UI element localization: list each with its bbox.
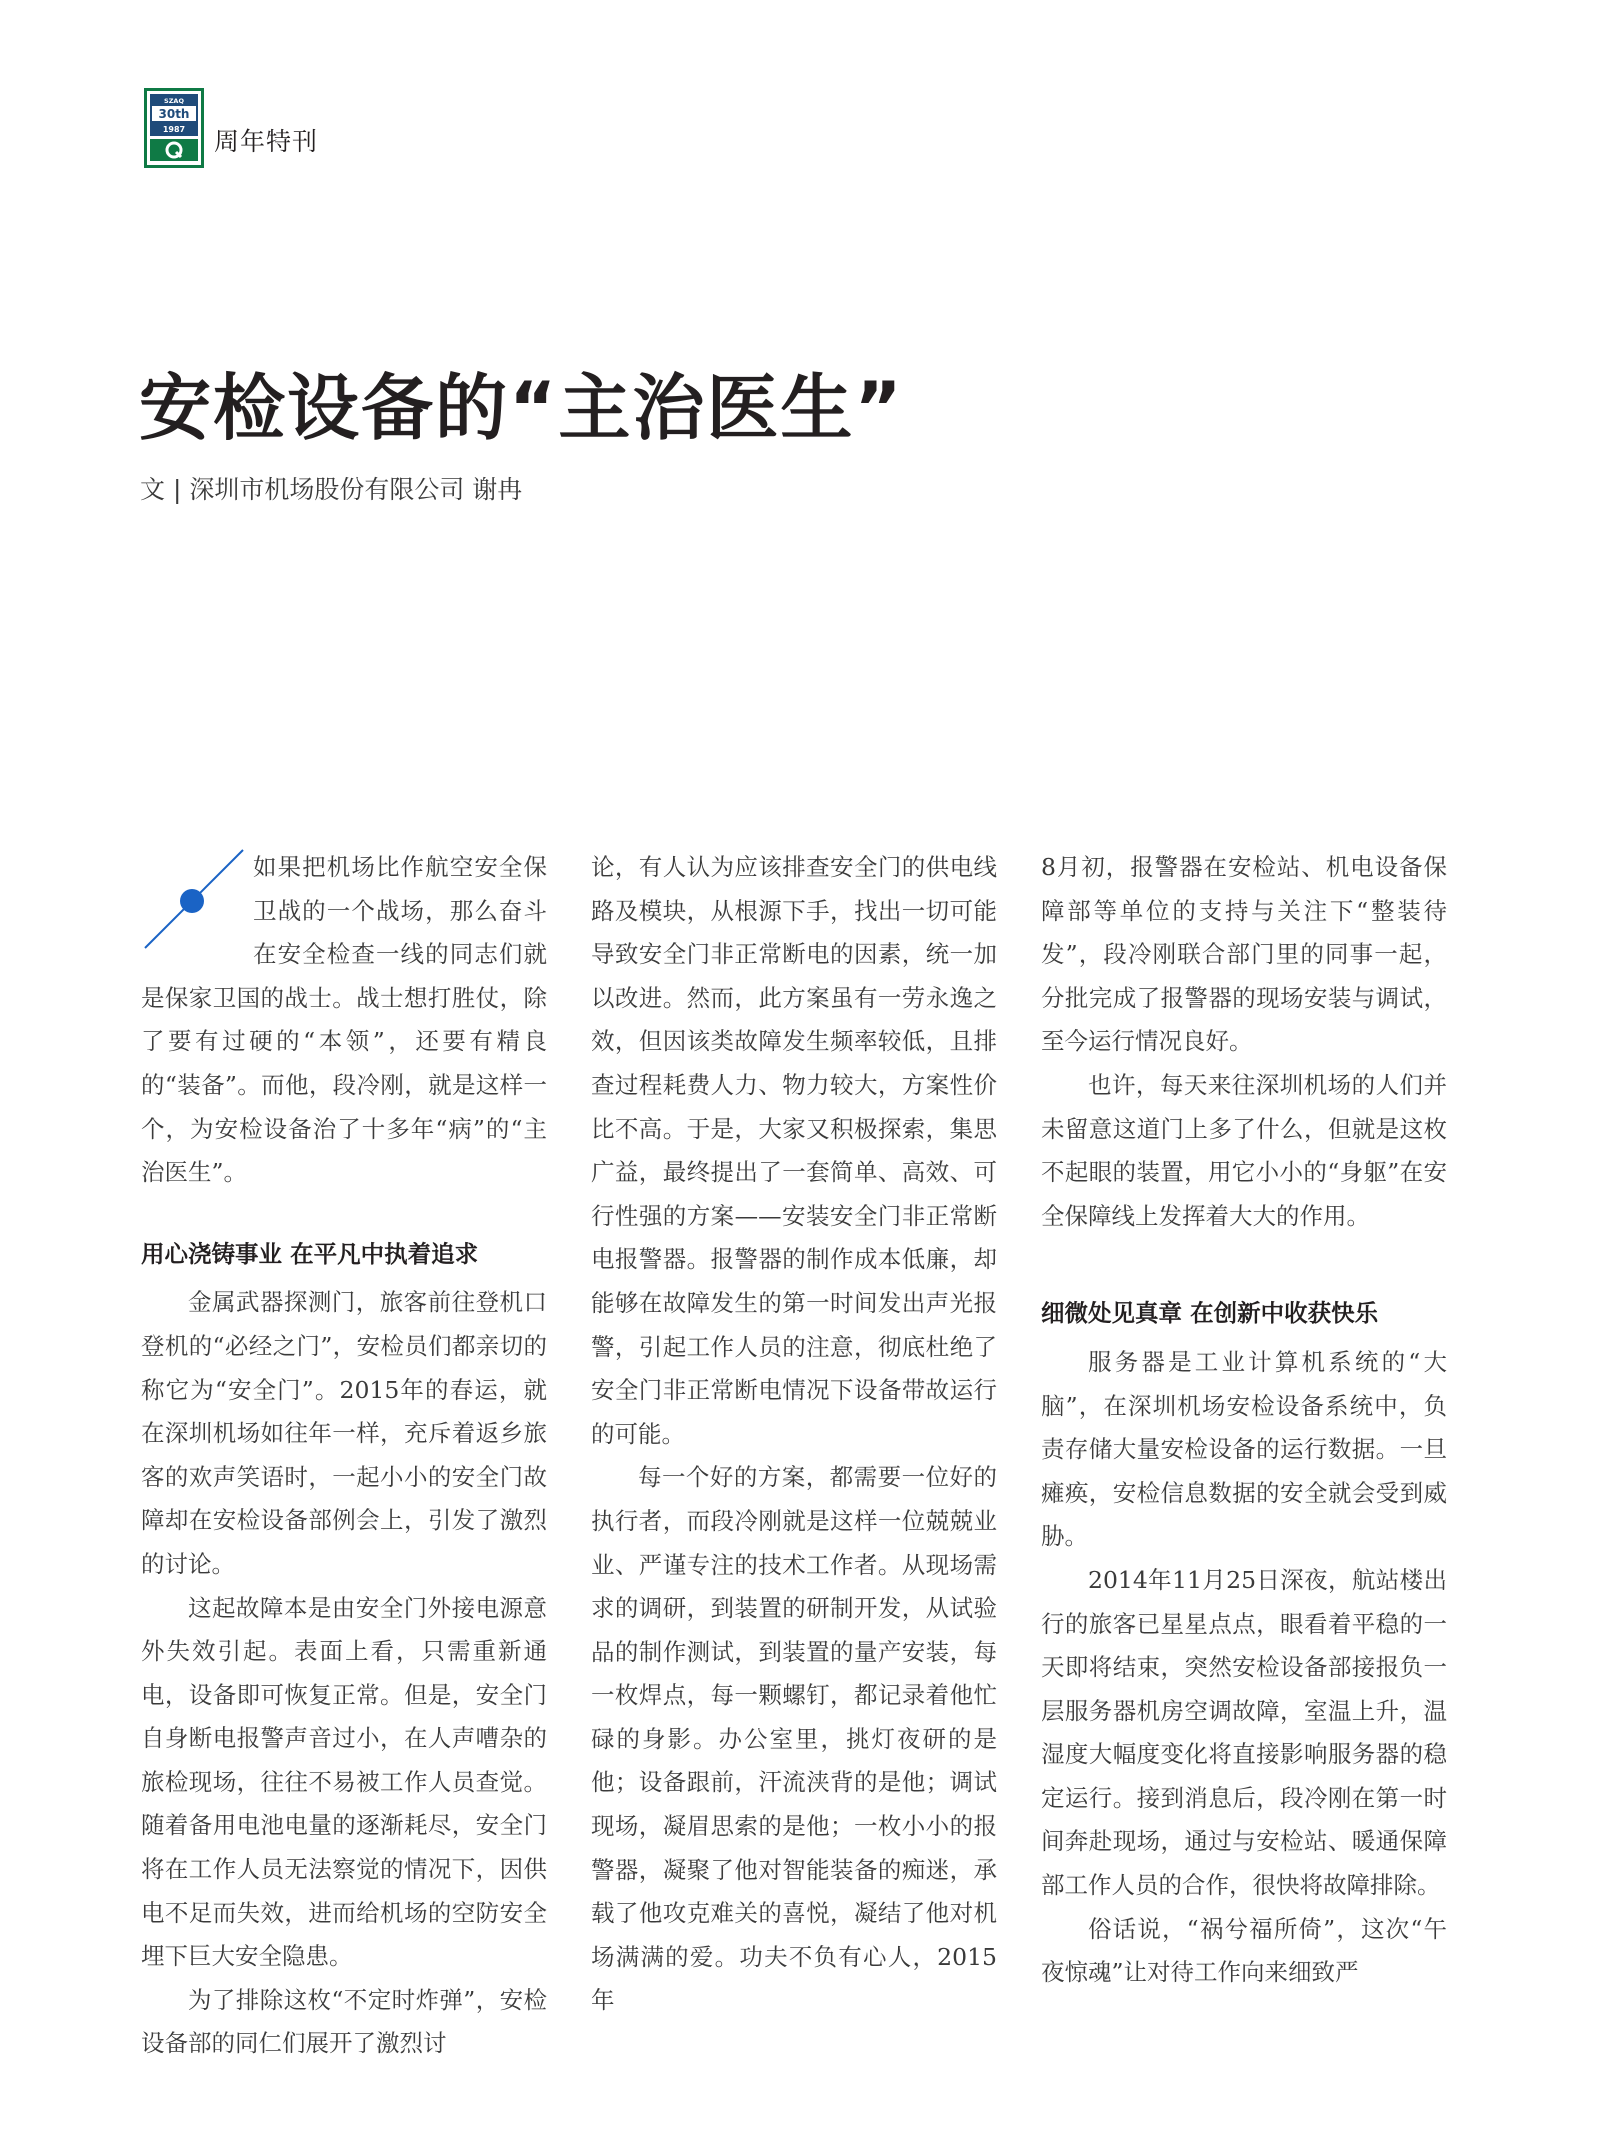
section-heading: 细微处见真章 在创新中收获快乐 bbox=[1041, 1299, 1379, 1328]
section-label: 周年特刊 bbox=[214, 127, 319, 156]
section-heading: 用心浇铸事业 在平凡中执着追求 bbox=[141, 1239, 479, 1268]
paragraph: 也许，每天来往深圳机场的人们并未留意这道门上多了什么，但就是这枚不起眼的装置，用它小小的“身躯”在安全保障线上发挥着大大的作用。 bbox=[1041, 1070, 1447, 1230]
logo-year-text: 1987 bbox=[162, 125, 186, 134]
slash-dot-ornament bbox=[141, 846, 247, 974]
paragraph: 服务器是工业计算机系统的“大脑”，在深圳机场安检设备系统中，负责存储大量安检设备的运行数据。一旦瘫痪，安检信息数据的安全就会受到威胁。 bbox=[1041, 1347, 1447, 1551]
paragraph: 论，有人认为应该排查安全门的供电线路及模块，从根源下手，找出一切可能导致安全门非正常断电的因素，统一加以改进。然而，此方案虽有一劳永逸之效，但因该类故障发生频率较低，且排查过程耗费人力、物力较大，方案性价比不高。于是，大家又积极探索，集思广益，最终提出了一套简单、高效、可行性强的方案——安装安全门非正常断电报警器。报警器的制作成本低廉，却能够在故障发生的第一时间发出声光报警，引起工作人员的注意，彻底杜绝了安全门非正常断电情况下设备带故运行的可能。 bbox=[591, 853, 997, 1448]
paragraph: 这起故障本是由安全门外接电源意外失效引起。表面上看，只需重新通电，设备即可恢复正常。但是，安全门自身断电报警声音过小，在人声嘈杂的旅检现场，往往不易被工作人员查觉。随着备用电池电量的逐渐耗尽，安全门将在工作人员无法察觉的情况下，因供电不足而失效，进而给机场的空防安全埋下巨大安全隐患。 bbox=[141, 1593, 547, 1971]
paragraph: 俗话说，“祸兮福所倚”，这次“午夜惊魂”让对待工作向来细致严 bbox=[1041, 1914, 1447, 1987]
article-column-2 bbox=[591, 846, 997, 2023]
anniversary-logo-graphic bbox=[144, 88, 204, 168]
logo-top-text: SZAQ bbox=[164, 97, 184, 105]
logo-badge-text: 30th bbox=[158, 107, 190, 121]
paragraph: 为了排除这枚“不定时炸弹”，安检设备部的同仁们展开了激烈讨 bbox=[141, 1985, 547, 2058]
article-byline: 文 | 深圳市机场股份有限公司 谢冉 bbox=[140, 475, 523, 504]
paragraph: 每一个好的方案，都需要一位好的执行者，而段冷刚就是这样一位兢兢业业、严谨专注的技术工作者。从现场需求的调研，到装置的研制开发，从试验品的制作测试，到装置的量产安装，每一枚焊点，每一颗螺钉，都记录着他忙碌的身影。办公室里，挑灯夜研的是他；设备跟前，汗流浃背的是他；调试现场，凝眉思索的是他；一枚小小的报警器，凝聚了他对智能装备的痴迷，承载了他攻克难关的喜悦，凝结了他对机场满满的爱。功夫不负有心人，2015年 bbox=[591, 1463, 997, 2015]
article-column-3 bbox=[1041, 846, 1447, 1995]
anniversary-logo bbox=[144, 88, 204, 168]
paragraph: 如果把机场比作航空安全保卫战的一个战场，那么奋斗在安全检查一线的同志们就是保家卫国的战士。战士想打胜仗，除了要有过硬的“本领”，还要有精良的“装备”。而他，段冷刚，就是这样一个，为安检设备治了十多年“病”的“主治医生”。 bbox=[141, 853, 547, 1187]
paragraph: 2014年11月25日深夜，航站楼出行的旅客已星星点点，眼看着平稳的一天即将结束，突然安检设备部接报负一层服务器机房空调故障，室温上升，温湿度大幅度变化将直接影响服务器的稳定运行。接到消息后，段冷刚在第一时间奔赴现场，通过与安检站、暖通保障部工作人员的合作，很快将故障排除。 bbox=[1041, 1565, 1447, 1900]
dropcap-decoration bbox=[141, 846, 253, 974]
article-title: 安检设备的“主治医生” bbox=[139, 366, 904, 450]
paragraph: 金属武器探测门，旅客前往登机口登机的“必经之门”，安检员们都亲切的称它为“安全门”。2015年的春运，就在深圳机场如往年一样，充斥着返乡旅客的欢声笑语时，一起小小的安全门故障却在安检设备部例会上，引发了激烈的讨论。 bbox=[141, 1288, 547, 1578]
article-column-1 bbox=[141, 846, 547, 2066]
paragraph: 8月初，报警器在安检站、机电设备保障部等单位的支持与关注下“整装待发”，段冷刚联合部门里的同事一起，分批完成了报警器的现场安装与调试，至今运行情况良好。 bbox=[1041, 853, 1447, 1056]
